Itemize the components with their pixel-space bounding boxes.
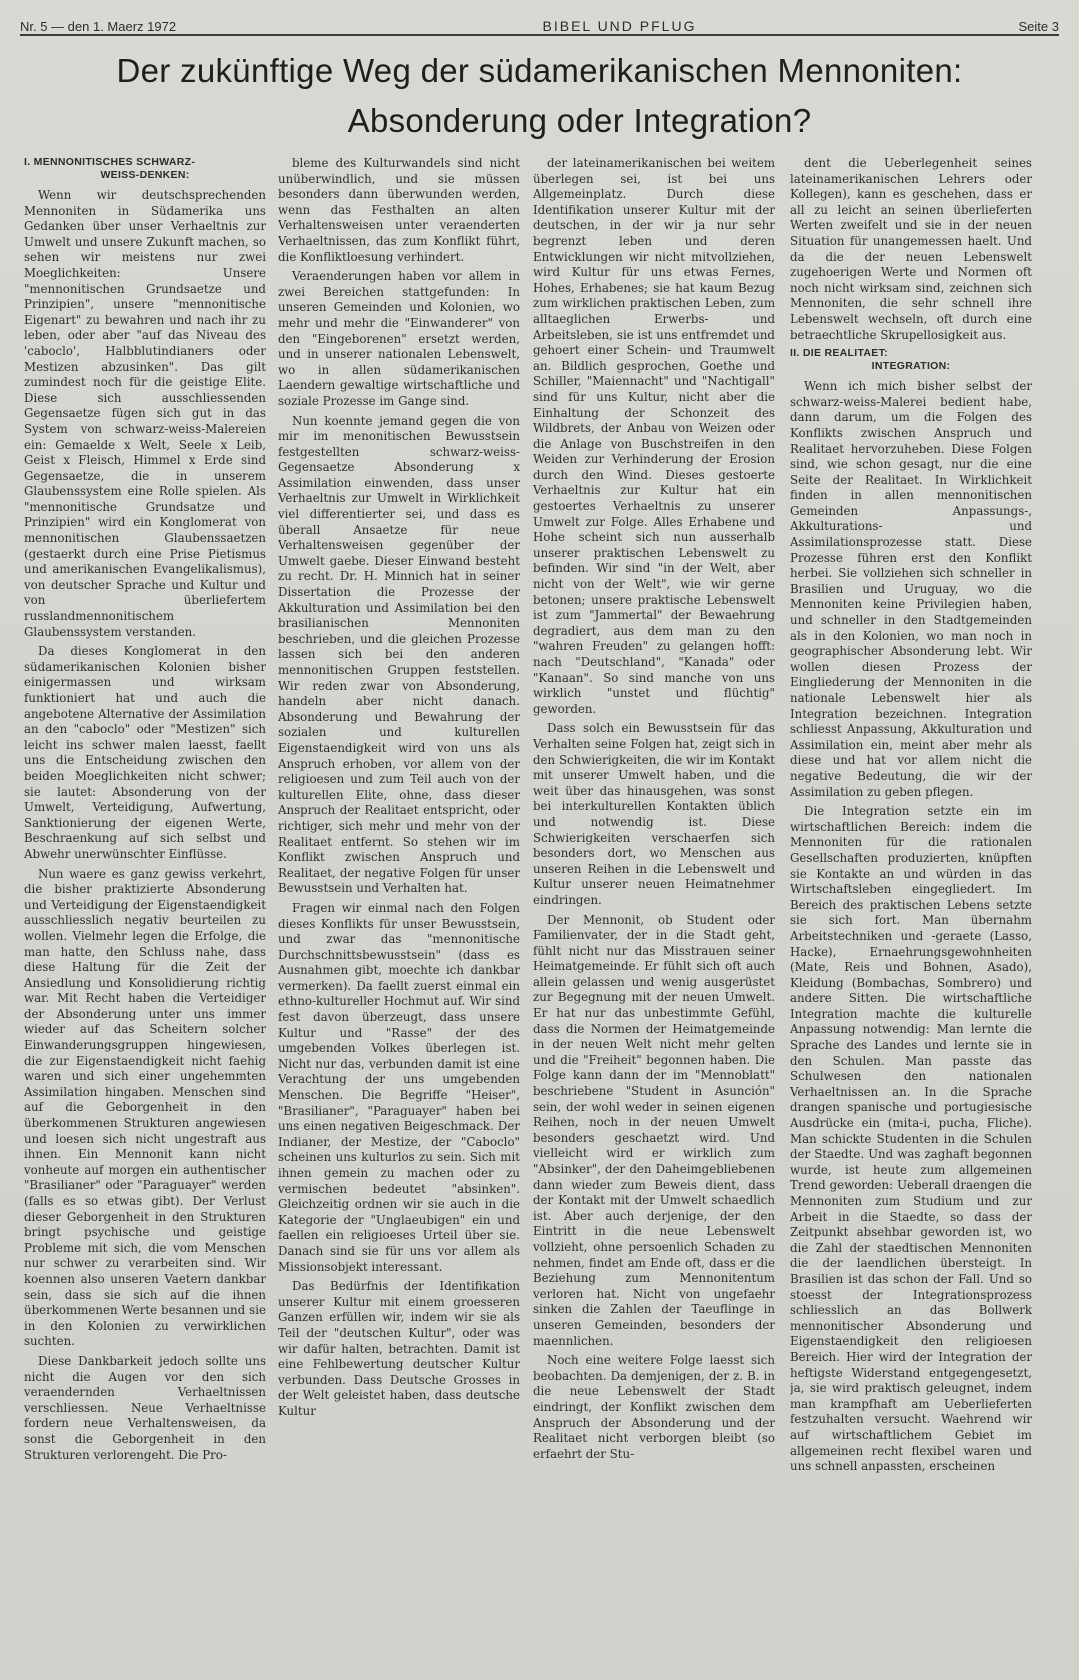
text-column-4 [790,156,1032,1656]
paragraph: Nun koennte jemand gegen die von mir im menonitischen Bewusstsein festgestellten schwarz-weiss-Gegensaetze Absonderung x Assimilation einwenden, dass unser Verhaeltnis zur Umwelt in Wirklichkeit viel differentierter sei, und dass es überall Ansaetze für neue Verhaltensweisen gegenüber der Umwelt gaebe. Dieser Einwand besteht zu recht. Dr. H. Minnich hat in seiner Dissertation die Prozesse der Akkulturation und Assimilation bei den brasilianischen Mennoniten beschrieben, und die gleichen Prozesse lassen sich bei den anderen mennonitischen Gruppen feststellen. Wir reden zwar von Absonderung, handeln aber nicht danach. Absonderung und Bewahrung der sozialen und kulturellen Eigenstaendigkeit wird von uns als Anspruch erhoben, vor allem von der religioesen und zum Teil auch von der kulturellen Elite, ohne, dass dieser Anspruch der Realitaet entspricht, oder richtiger, sich mehr und mehr von der Realitaet entfernt. So stehen wir im Konflikt zwischen Anspruch und Realitaet, der negative Folgen für unser Bewusstsein und Verhalten hat. [278,413,520,896]
paragraph: der lateinamerikanischen bei weitem überlegen sei, ist bei uns Allgemeinplatz. Durch diese Identifikation unserer Kultur mit der deutschen, in der wir ja nur sehr begrenzt leben und deren Entwicklungen wir nicht mitvollziehen, wird Kultur für uns etwas Fernes, Hohes, Erhabenes; sie hat kaum Bezug zum wirklichen praktischen Leben, zum alltaeglichen Erwerbs- und Arbeitsleben, sie ist uns entfremdet und gehoert einer Schein- und Traumwelt an. Bildlich gesprochen, Goethe und Schiller, "Maiennacht" und "Nachtigall" sind für uns Kultur, nicht aber die Einhaltung der Schonzeit des Wildbrets, der Anbau von Weizen oder die Anlage von Buschstreifen in den Weiden zur Verhinderung der Erosion durch den Wind. Dieses gestoerte Verhaeltnis zur Kultur hat ein gestoertes Verhaeltnis zu unserer Umwelt zur Folge. Alles Erhabene und Hohe scheint sich nun ausserhalb unserer praktischen Lebenswelt zu befinden. Wir sind "in der Welt, aber nicht von der Welt", wie wir gerne betonen; unsere praktische Lebenswelt ist zum "Jammertal" der Bewaehrung degradiert, aus dem man zu den "wahren Freuden" zu gelangen hofft: nach "Deutschland", "Kanada" oder "Kanaan". So sind manche von uns wirklich "unstet und flüchtig" geworden. [533,156,775,716]
paragraph: Fragen wir einmal nach den Folgen dieses Konflikts für unser Bewusstsein, und zwar das "mennonitische Durchschnittsbewusstsein" (dass es Ausnahmen gibt, moechte ich dankbar vermerken). Da faellt zuerst einmal ein ethno-kultureller Hochmut auf. Wir sind fest davon überzeugt, dass unsere Kultur und "Rasse" der des umgebenden Volkes überlegen ist. Nicht nur das, verbunden damit ist eine Verachtung der uns umgebenden Menschen. Die Begriffe "Heiser", "Brasilianer", "Paraguayer" haben bei uns einen negativen Beigeschmack. Der Indianer, der Mestize, der "Caboclo" scheinen uns kulturlos zu sein. Sich mit ihnen gemein zu machen oder zu vermischen bedeutet "absinken". Gleichzeitig ordnen wir sie auch in die Kategorie der "Unglaeubigen" ein und faellen ein religioeses Urteil über sie. Danach sind sie für uns vor allem als Missionsobjekt interessant. [278,900,520,1274]
publication-name: BIBEL UND PFLUG [542,18,697,34]
article-title-line-2: Absonderung oder Integration? [347,102,812,139]
paragraph: Wenn ich mich bisher selbst der schwarz-weiss-Malerei bedient habe, dann darum, um die Folgen des Konflikts zwischen Anspruch und Realitaet hervorzuheben. Diese Folgen sind, wie schon gesagt, nur die eine Seite der Realitaet. In Wirklichkeit finden in allen mennonitischen Gemeinden Anpassungs-, Akkulturations- und Assimilationsprozesse statt. Diese Prozesse führen erst den Konflikt herbei. Sie vollziehen sich schneller in Brasilien und Uruguay, wo die Mennoniten keine Privilegien haben, und schneller in den Stadtgemeinden als in den Kolonien, wo man noch in geographischer Absonderung lebt. Wir wollen diesen Prozess der Eingliederung der Mennoniten in die nationale Lebenswelt hier als Integration bezeichnen. Integration schliesst Anpassung, Akkulturation und Assimilation ein, meint aber mehr als diese und hat vor allem nicht die negative Bedeutung, die wir der Assimilation zu geben pflegen. [790,379,1032,799]
section-heading-1b: WEISS-DENKEN: [100,169,190,181]
section-heading-1 [24,156,266,182]
issue-date: Nr. 5 — den 1. Maerz 1972 [20,19,177,34]
text-column-1 [24,156,266,1656]
paragraph: bleme des Kulturwandels sind nicht unüberwindlich, und sie müssen besonders dann überwunden werden, wenn das Festhalten an alten Verhaltensweisen unter veraenderten Verhaeltnissen, das zum Konflikt führt, die Konfliktloesung verhindert. [278,156,520,264]
paragraph: Das Bedürfnis der Identifikation unserer Kultur mit einem groesseren Ganzen erfüllen wir, indem wir sie als Teil der "deutschen Kultur", oder was wir dafür halten, betrachten. Damit ist eine Fehlbewertung deutscher Kultur verbunden. Dass Deutsche Grosses in der Welt geleistet haben, dass deutsche Kultur [278,1279,520,1418]
section-heading-2b: INTEGRATION: [871,360,951,373]
paragraph: Diese Dankbarkeit jedoch sollte uns nicht die Augen vor den sich veraendernden Verhaeltnissen verschliessen. Neue Verhaeltnisse fordern neue Verhaltensweisen, da sonst die Geborgenheit in den Strukturen verlorengeht. Die Pro- [24,1353,266,1462]
paragraph: Dass solch ein Bewusstsein für das Verhalten seine Folgen hat, zeigt sich in den Schwierigkeiten, die wir im Kontakt mit unserer Umwelt haben, und die weit über das hinausgehen, was sonst bei interkulturellen Kontakten üblich und notwendig ist. Diese Schwierigkeiten verschaerfen sich besonders dort, wo Menschen aus unseren Reihen in die Lebenswelt und Kultur unserer neuen Heimatnehmer eindringen. [533,721,775,907]
paragraph: Die Integration setzte ein im wirtschaftlichen Bereich: indem die Mennoniten für die rationalen Gesellschaften produzierten, knüpften sie Kontakte an und würden in das Wirtschaftsleben eingegliedert. Im Bereich des praktischen Lebens setzte sie sich fort. Man übernahm Arbeitstechniken und -geraete (Lasso, Hacke), Ernaehrungsgewohnheiten (Mate, Reis und Bohnen, Asado), Kleidung (Bombachas, Sombrero) und andere Sitten. Die wirtschaftliche Integration machte die kulturelle Anpassung notwendig: Man lernte die Sprache des Landes und lernte sie in den Schulen. Man passte das Schulwesen den nationalen Verhaeltnissen an. In die Sprache drangen spanische und portugiesische Ausdrücke ein (mita-i, pucha, Fliche). Man schickte Studenten in die Schulen der Staedte. Und was zaghaft begonnen wurde, ist heute zum allgemeinen Trend geworden: Ueberall draengen die Mennoniten zum Studium und zur Arbeit in die Staedte, so dass der Zeitpunkt absehbar geworden ist, wo die Zahl der staedtischen Mennoniten die der laendlichen übersteigt. In Brasilien ist das schon der Fall. Und so stoesst der Integrationsprozess schliesslich an das Bollwerk mennonitischer Absonderung und Eigenstaendigkeit den religioesen Bereich. Hier wird der Integration der heftigste Widerstand entgegengesetzt, ja, sie wird praktisch geleugnet, indem man krampfhaft am Ueberlieferten festzuhalten versucht. Waehrend wir auf wirtschaftlichem Gebiet im allgemeinen recht flexibel waren und uns schnell anpassten, erscheinen [790,804,1032,1474]
paragraph: dent die Ueberlegenheit seines lateinamerikanischen Lehrers oder Kollegen), kann es geschehen, dass er all zu leicht an seinen überlieferten Werten zweifelt und sie in der neuen Situation für unangemessen haelt. Und da die der neuen Lebenswelt zugehoerigen Werte und Normen oft noch nicht wirksam sind, zeichnen sich Mennoniten, die sehr schnell ihre Lebenswelt wechseln, oft durch eine betraechtliche Skrupellosigkeit aus. [790,156,1032,342]
section-heading-1a: I. MENNONITISCHES SCHWARZ- [24,156,196,168]
page-number: Seite 3 [1018,19,1059,34]
paragraph: Da dieses Konglomerat in den südamerikanischen Kolonien bisher einigermassen und wirksam funktioniert hat und auch die angebotene Alternative der Assimilation an den "caboclo" oder "Mestizen" sich leicht ins schwer malen laesst, faellt uns die Entscheidung zwischen den beiden Moeglichkeiten nicht schwer; sie lautet: Absonderung von der Umwelt, Verteidigung, Aufwertung, Sanktionierung der eigenen Werte, Beschraenkung auf sich selbst und Abwehr unerwünschter Einflüsse. [24,644,266,861]
running-head [20,14,1059,36]
section-heading-2a: II. DIE REALITAET: [790,347,888,360]
paragraph: Veraenderungen haben vor allem in zwei Bereichen stattgefunden: In unseren Gemeinden und Kolonien, wo mehr und mehr die "Einwanderer" von den "Eingeborenen" ersetzt werden, und in unserer nationalen Lebenswelt, wo in allen südamerikanischen Laendern gewaltige wirtschaftliche und soziale Prozesse im Gange sind. [278,269,520,408]
article-title-line-1: Der zukünftige Weg der südamerikanischen Mennoniten: [116,52,963,89]
paragraph: Nun waere es ganz gewiss verkehrt, die bisher praktizierte Absonderung und Verteidigung der Eigenstaendigkeit ausschliesslich negativ beurteilen zu wollen. Vielmehr legen die Erfolge, die man hatte, den Schluss nahe, dass diese Haltung für die Zeit der Ansiedlung und Konsolidierung richtig war. Mit Recht haben die Verteidiger der Absonderung unter uns immer wieder auf das Scheitern solcher Einwanderungsgruppen hingewiesen, die zur Eigenstaendigkeit nicht faehig waren und sich einer ungehemmten Assimilation hingaben. Menschen sind auf die Geborgenheit in den überkommenen Strukturen angewiesen und loesen sich nicht ungestraft aus ihnen. Ein Mennonit kann nicht vonheute auf morgen ein authentischer "Brasilianer" oder "Paraguayer" werden (falls es so etwas gibt). Der Verlust dieser Geborgenheit in den Strukturen bringt psychische und geistige Probleme mit sich, die vom Menschen nur schwer zu verarbeiten sind. Wir koennen also unseren Vaetern dankbar sein, dass sie sich auf die ihnen überkommenen Werte besannen und sie in den Kolonien zu verwirklichen suchten. [24,866,266,1349]
text-column-3 [533,156,775,1656]
paragraph: Noch eine weitere Folge laesst sich beobachten. Da demjenigen, der z. B. in die neue Lebenswelt der Stadt eindringt, der Konflikt zwischen dem Anspruch der Absonderung und der Realitaet nicht verborgen bleibt (so erfaehrt der Stu- [533,1353,775,1461]
paragraph: Wenn wir deutschsprechenden Mennoniten in Südamerika uns Gedanken über unser Verhaeltnis zur Umwelt und unsere Zukunft machen, so sehen wir meistens nur zwei Moeglichkeiten: Unsere "mennonitischen Grundsaetze und Prinzipien", unsere "mennonitische Eigenart" zu bewahren und nach ihr zu leben, oder aber "auf das Niveau des 'caboclo', Halbblutindianers oder Mestizen abzusinken". Das gilt zumindest noch für die geistige Elite. Diese sich ausschliessenden Gegensaetze fügen sich gut in das System von schwarz-weiss-Malereien ein: Gemaelde x Welt, Seele x Leib, Geist x Fleisch, Himmel x Erde sind Gegensaetze, die in unserem Glaubenssystem eine Rolle spielen. Als "mennonitische Grundsatze und Prinzipien" wird ein Konglomerat von mennonitischen Glaubenssaetzen (gestaerkt durch eine Prise Pietismus und amerikanischen Evangelikalismus), von deutscher Sprache und Kultur und von überliefertem russlandmennonitischem Glaubenssystem verstanden. [24,188,266,639]
section-heading-2 [790,347,1032,373]
text-column-2 [278,156,520,1656]
paragraph: Der Mennonit, ob Student oder Familienvater, der in die Stadt geht, fühlt nicht nur das Misstrauen seiner Heimatgemeinde. Er fühlt sich oft auch allein gelassen und wenig ausgerüstet zur Begegnung mit der neuen Umwelt. Er hat nur das unbestimmte Gefühl, dass die Normen der Heimatgemeinde in der neuen Welt nicht mehr gelten und die "Freiheit" begonnen haben. Die Folge kann dann der im "Mennoblatt" beschriebene "Student in Asunción" sein, der wohl weder in seinen eigenen Reihen, noch in der neuen Umwelt besonders geschaetzt wird. Und vielleicht wird er wirklich zum "Absinker", der den Daheimgebliebenen dann wieder zum Beweis dient, dass der Kontakt mit der Umwelt schaedlich ist. Aber auch derjenige, der den Eintritt in die neue Lebenswelt vollzieht, ohne persoenlich Schaden zu nehmen, findet am Ende oft, dass er die Beziehung zum Mennonitentum verloren hat. Nicht von ungefaehr sinken die Zahlen der Taeuflinge in unseren Gemeinden, besonders der maennlichen. [533,912,775,1348]
